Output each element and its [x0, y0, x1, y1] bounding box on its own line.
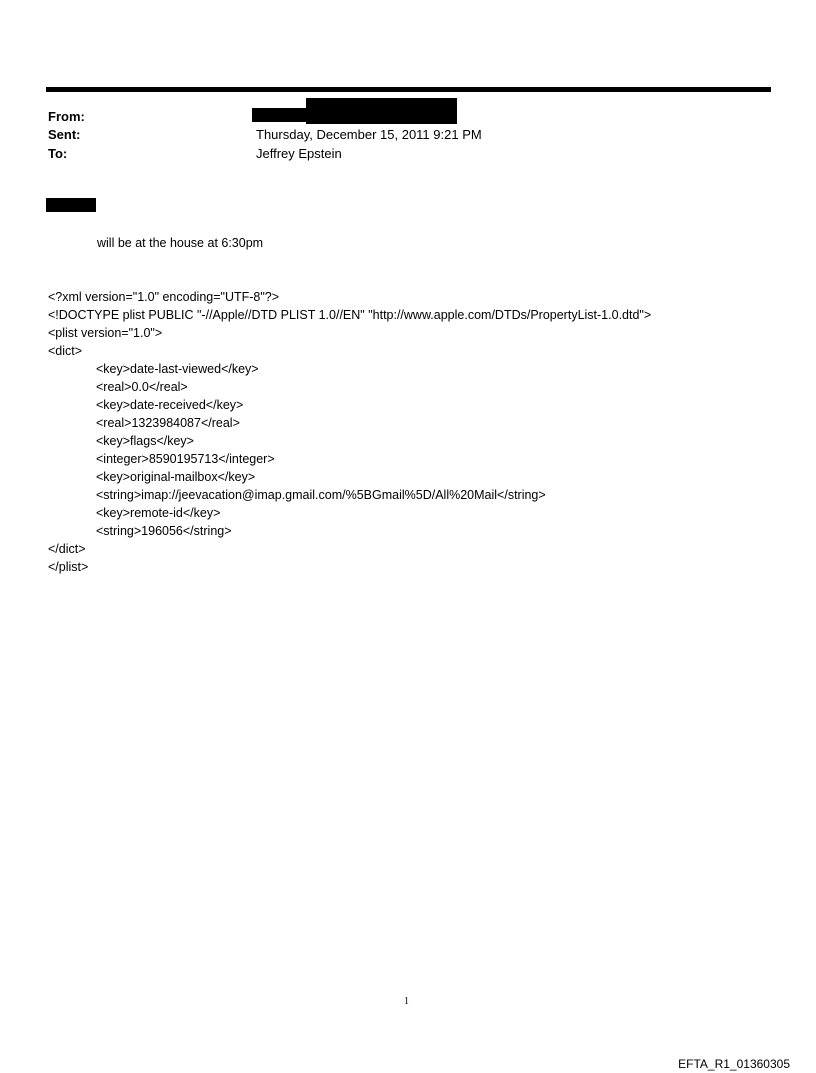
- to-value: Jeffrey Epstein: [256, 146, 342, 161]
- sent-value: Thursday, December 15, 2011 9:21 PM: [256, 127, 482, 142]
- from-redaction-block: [306, 98, 457, 124]
- body-line: <integer>8590195713</integer>: [96, 452, 275, 466]
- body-line: <?xml version="1.0" encoding="UTF-8"?>: [48, 290, 280, 304]
- to-label: To:: [48, 146, 68, 161]
- body-line: <key>date-received</key>: [96, 398, 244, 412]
- sent-label: Sent:: [48, 127, 81, 142]
- body-line: <key>remote-id</key>: [96, 506, 221, 520]
- body-line: <plist version="1.0">: [48, 326, 163, 340]
- body-line: <!DOCTYPE plist PUBLIC "-//Apple//DTD PLIST 1.0//EN" "http://www.apple.com/DTDs/PropertyList-1.0.dtd">: [48, 308, 652, 322]
- body-line: </plist>: [48, 560, 89, 574]
- body-line: <real>0.0</real>: [96, 380, 188, 394]
- plist-content: [48, 288, 651, 576]
- message-body: [48, 198, 651, 594]
- body-line: <dict>: [48, 344, 83, 358]
- body-line: <key>flags</key>: [96, 434, 194, 448]
- body-line: <real>1323984087</real>: [96, 416, 240, 430]
- body-first-line: will be at the house at 6:30pm: [97, 236, 264, 250]
- body-line: <string>imap://jeevacation@imap.gmail.com/%5BGmail%5D/All%20Mail</string>: [96, 488, 546, 502]
- body-line: </dict>: [48, 542, 86, 556]
- document-id: EFTA_R1_01360305: [678, 1057, 790, 1071]
- body-line: <string>196056</string>: [96, 524, 232, 538]
- body-line: <key>date-last-viewed</key>: [96, 362, 259, 376]
- from-redaction: [252, 108, 308, 122]
- body-line: <key>original-mailbox</key>: [96, 470, 256, 484]
- header-rule: [46, 87, 771, 92]
- from-label: From:: [48, 109, 85, 124]
- page-number: 1: [404, 996, 409, 1007]
